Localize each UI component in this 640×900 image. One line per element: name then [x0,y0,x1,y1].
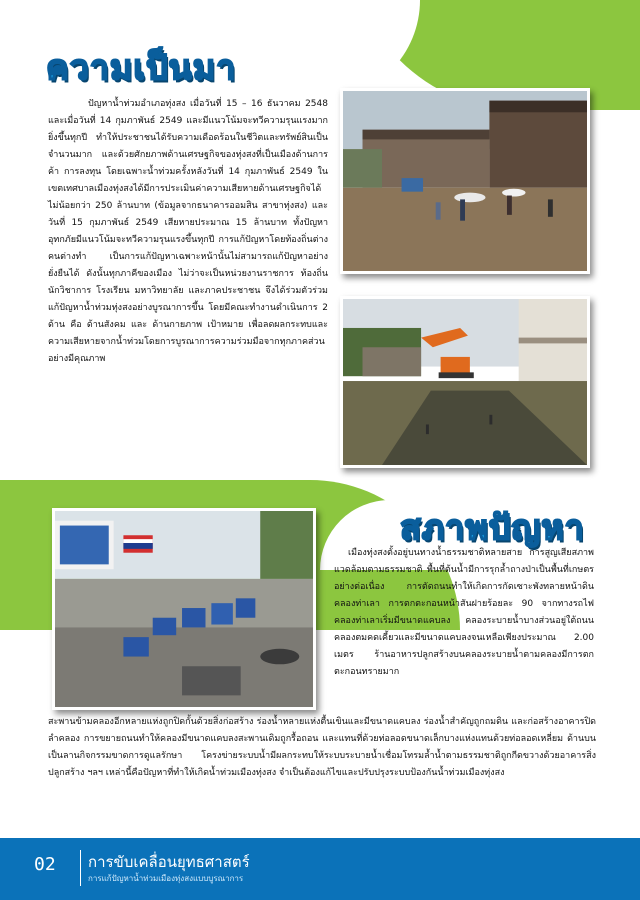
footer-divider [80,850,81,886]
footer-subtitle: การแก้ปัญหาน้ำท่วมเมืองทุ่งสงแบบบูรณาการ [88,874,244,883]
section-body-problems-side: เมืองทุ่งสงตั้งอยู่บนทางน้ำธรรมชาติหลายสาย การสูญเสียสภาพแวดล้อมตามธรรมชาติ พื้นที่ต้นน้ำมีการรุกล้ำถางป่าเป็นพื้นที่เกษตรอย่างต่อเนื่อง การตัดถนนทำให้เกิดการกัดเซาะพังทลายหน้าดินคลองท่าเลา การตกตะกอนหน้าสันฝายร้อยละ 90 จากทางรถไฟ คลองท่าเลาเริ่มมีขนาดแคบลง คลองระบายน้ำบางส่วนอยู่ใต้ถนนคลองตมคดเคี้ยวและมีขนาดแคบลงจนเหลือเพียงประมาณ 2.00 เมตร ร้านอาหารปลูกสร้างบนคลองระบายน้ำตามคลองมีการตกตะกอนทรายมาก [334,548,594,677]
section-body-problems-full: สะพานข้ามคลองอีกหลายแห่งถูกปิดกั้นด้วยสิ่งก่อสร้าง ร่องน้ำหลายแห่งตื้นเขินและมีขนาดแคบลง ร่องน้ำสำคัญถูกถมดิน และก่อสร้างอาคารปิดลำคลอง การขยายถนนทำให้คลองมีขนาดแคบลงสะพานเดิมถูกรื้อถอน และแทนที่ด้วยท่อลอดขนาดเล็กบางแห่งแทนด้วยท่อลอดเหลี่ยม ด้านบนเป็นลานกิจกรรมขาดการดูแลรักษา โครงข่ายระบบน้ำมีผลกระทบให้ระบบระบายน้ำเชื่อมโทรมล้ำน้ำตามธรรมชาติถูกกีดขวางด้วยอาคารสิ่งปลูกสร้าง ฯลฯ เหล่านี้คือปัญหาที่ทำให้เกิดน้ำท่วมเมืองทุ่งสง จำเป็นต้องแก้ไขและปรับปรุงระบบป้องกันน้ำท่วมเมืองทุ่งสง [48,717,596,778]
page-footer [0,838,640,900]
photo-workers-cleaning-drain [52,508,316,710]
photo-flooded-street [340,88,590,274]
section-body-background: ปัญหาน้ำท่วมอำเภอทุ่งสง เมื่อวันที่ 15 – 16 ธันวาคม 2548 และเมื่อวันที่ 14 กุมภาพันธ์ 2549 และมีแนวโน้มจะทวีความรุนแรงมากยิ่งขึ้นทุกปี ทำให้ประชาชนได้รับความเดือดร้อนในชีวิตและทรัพย์สินเป็นจำนวนมาก และด้วยศักยภาพด้านเศรษฐกิจของทุ่งสงที่เป็นเมืองด้านการค้า การลงทุน โดยเฉพาะน้ำท่วมครั้งหลังวันที่ 14 กุมภาพันธ์ 2549 ในเขตเทศบาลเมืองทุ่งสงได้มีการประเมินค่าความเสียหายด้านเศรษฐกิจได้ไม่น้อยกว่า 250 ล้านบาท (ข้อมูลจากธนาคารออมสิน สาขาทุ่งสง) และวันที่ 15 กุมภาพันธ์ 2549 เสียหายประมาณ 15 ล้านบาท ทั้งปัญหาอุทกภัยมีแนวโน้มจะทวีความรุนแรงขึ้นทุกปี การแก้ปัญหาโดยท้องถิ่นต่างคนต่างทำ เป็นการแก้ปัญหาเฉพาะหน้านั้นไม่สามารถแก้ปัญหาอย่างยั่งยืนได้ ดังนั้นทุกภาคีของเมือง ไม่ว่าจะเป็นหน่วยงานราชการ ท้องถิ่น นักวิชาการ โรงเรียน มหาวิทยาลัย และภาคประชาชน จึงได้ร่วมตัวร่วมแก้ปัญหาน้ำท่วมทุ่งสงอย่างบูรณาการขึ้น โดยมีคณะทำงานดำเนินการ 2 ด้าน คือ ด้านสังคม และ ด้านกายภาพ เป้าหมาย เพื่อลดผลกระทบและความเสียหายจากน้ำท่วมโดยการบูรณาการความร่วมมือจากทุกภาคส่วนอย่างมีคุณภาพ [48,99,328,364]
photo-canal-excavation [340,296,590,468]
page-number: 02 [34,854,56,875]
footer-title: การขับเคลื่อนยุทธศาสตร์ [88,853,250,871]
section-heading-background: ความเป็นมา [46,48,237,88]
section-heading-problems: สภาพปัญหา [400,508,585,548]
